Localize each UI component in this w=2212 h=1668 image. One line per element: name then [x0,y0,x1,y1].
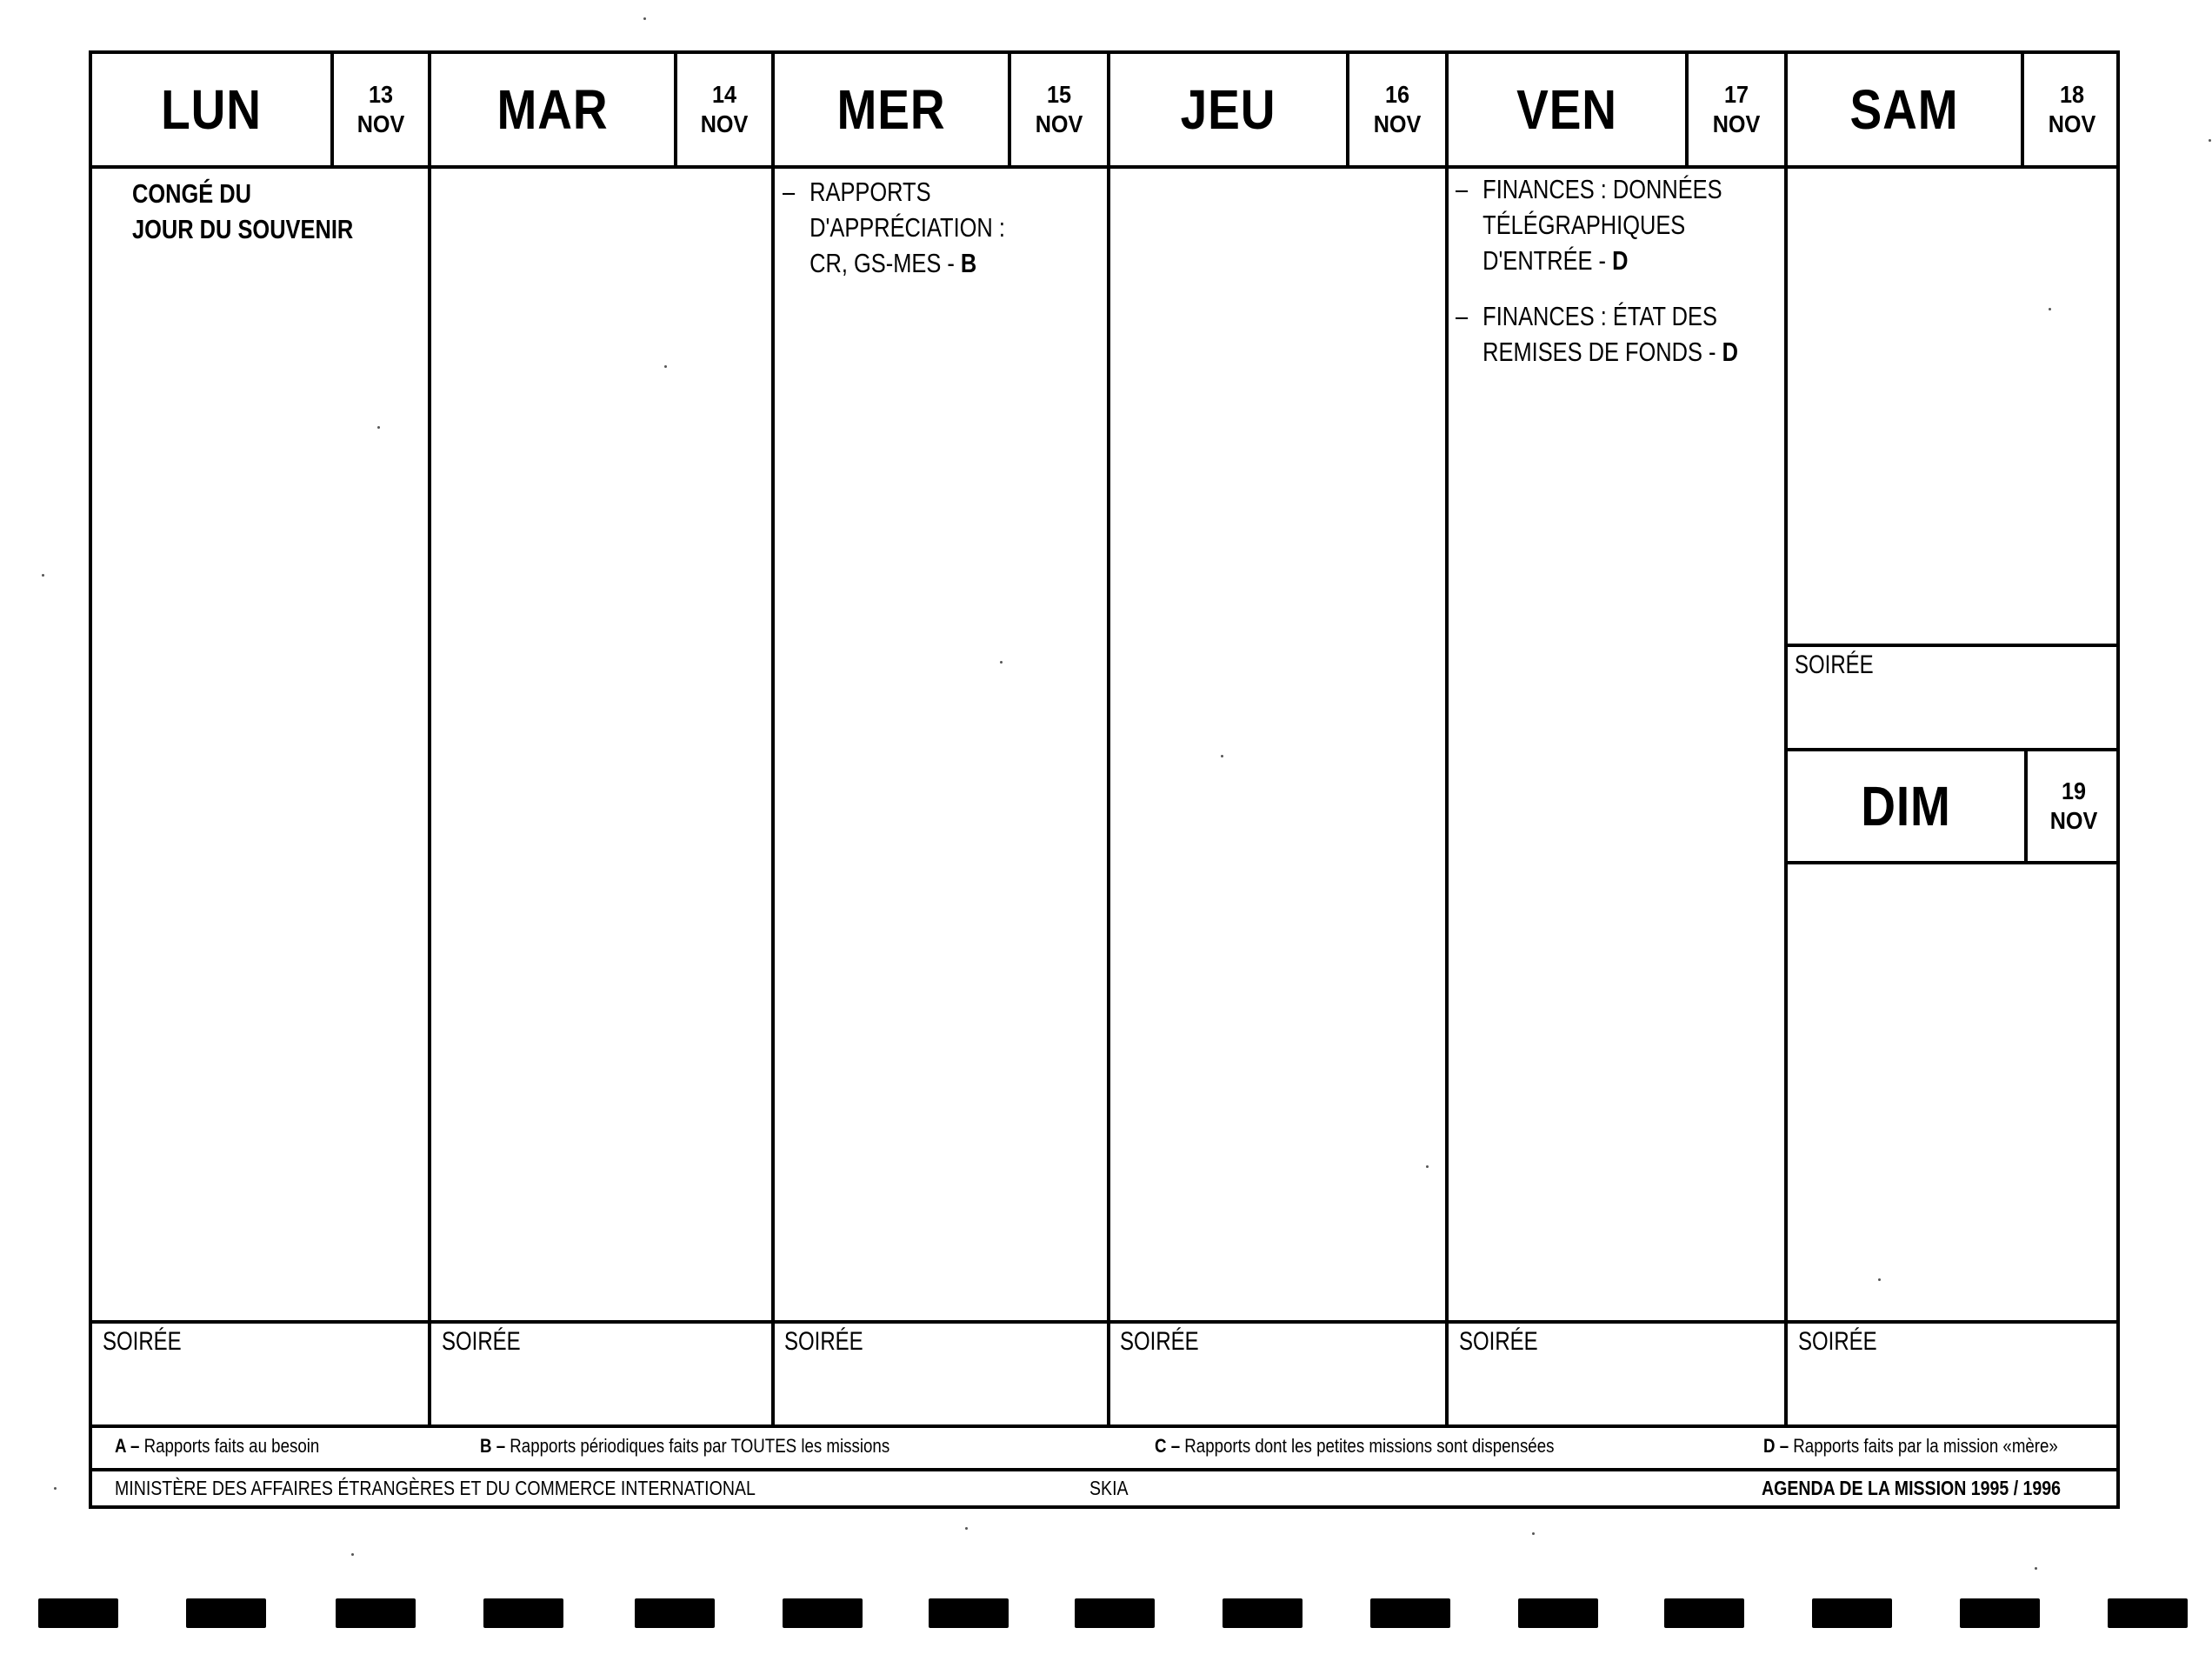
date-month: NOV [356,110,405,137]
column-divider [1784,50,1788,1428]
scan-speck [1426,1165,1429,1168]
column-divider [1445,50,1449,1428]
sam-soiree-divider [1784,644,2120,647]
perforation-mark [1812,1598,1892,1628]
perforation-mark [1664,1598,1744,1628]
legend-key: A [115,1435,126,1457]
soiree-label-dim: SOIRÉE [1798,1327,1877,1356]
legend-sep: – [1775,1435,1794,1457]
report-code: D [1612,245,1629,276]
legend-sep: – [1166,1435,1185,1457]
perforation-mark [1223,1598,1303,1628]
datebox-divider [674,50,677,167]
day-name-jeu: JEU [1180,78,1276,141]
legend-d [1763,1435,2058,1458]
scan-speck [1221,755,1223,757]
entry-line: REMISES DE FONDS - [1482,337,1722,367]
date-box-sam [2029,54,2115,165]
datebox-divider [1685,50,1689,167]
column-divider [771,50,775,1428]
footer-code: SKIA [1089,1477,1129,1499]
entry-mer-rapports [783,174,1005,281]
date-day: 13 [368,81,394,108]
legend-text: Rapports périodiques faits par TOUTES les missions [510,1435,890,1457]
perforation-mark [336,1598,416,1628]
date-month: NOV [2049,807,2098,834]
date-month: NOV [1035,110,1083,137]
legend-text: Rapports faits au besoin [143,1435,320,1457]
date-box-jeu [1355,54,1441,165]
entry-line: CR, GS-MES - [810,248,961,278]
date-box-lun [338,54,423,165]
footer-agenda: AGENDA DE LA MISSION 1995 / 1996 [1762,1477,2062,1499]
date-day: 17 [1723,81,1749,108]
soiree-label-mer: SOIRÉE [784,1327,863,1356]
entry-line: D'ENTRÉE - [1482,245,1613,276]
perforation-mark [929,1598,1009,1628]
entry-line: D'APPRÉCIATION : [810,212,1005,243]
scan-speck [965,1527,968,1530]
scan-speck [1532,1532,1535,1535]
day-name-lun: LUN [161,78,262,141]
legend-b [480,1435,889,1458]
datebox-divider [330,50,334,167]
footer-row-divider [89,1468,2120,1471]
date-day: 16 [1384,81,1410,108]
column-divider [1107,50,1110,1428]
soiree-row-divider [89,1320,2120,1324]
perforation-mark [1960,1598,2040,1628]
legend-a [115,1435,319,1458]
legend-key: D [1763,1435,1776,1457]
legend-c [1155,1435,1554,1458]
datebox-divider [2024,748,2028,863]
date-month: NOV [2048,110,2096,137]
scan-speck [2035,1567,2037,1570]
report-code: D [1722,337,1738,367]
soiree-label-jeu: SOIRÉE [1120,1327,1199,1356]
legend-text: Rapports dont les petites missions sont dispensées [1184,1435,1555,1457]
scan-speck [42,574,44,577]
perforation-mark [483,1598,563,1628]
date-day: 14 [711,81,737,108]
datebox-divider [1346,50,1349,167]
scan-speck [351,1553,354,1556]
datebox-divider [2021,50,2024,167]
scan-speck [1878,1278,1881,1281]
date-box-dim [2032,751,2115,861]
scan-speck [664,365,667,368]
day-name-ven: VEN [1516,78,1617,141]
date-month: NOV [1712,110,1761,137]
legend-row-divider [89,1424,2120,1428]
day-name-mar: MAR [496,78,609,141]
date-box-mar [682,54,766,165]
perforation-mark [635,1598,715,1628]
soiree-label-mar: SOIRÉE [442,1327,521,1356]
datebox-divider [1008,50,1011,167]
report-code: B [960,248,977,278]
day-name-dim: DIM [1861,775,1951,837]
perforation-mark [186,1598,266,1628]
date-month: NOV [1373,110,1422,137]
scan-speck [54,1487,57,1490]
entry-line: TÉLÉGRAPHIQUES [1482,210,1686,240]
soiree-label-ven: SOIRÉE [1459,1327,1538,1356]
entry-lun-conge [132,176,353,247]
date-day: 15 [1046,81,1072,108]
scan-speck [1000,661,1003,664]
legend-text: Rapports faits par la mission «mère» [1793,1435,2058,1457]
header-divider [89,165,2120,169]
dash-bullet: – [1456,174,1469,204]
perforation-mark [1370,1598,1450,1628]
legend-sep: – [491,1435,510,1457]
column-divider [428,50,431,1428]
perforation-mark [783,1598,863,1628]
dash-bullet: – [783,177,796,207]
entry-ven-finances-2 [1456,298,1738,370]
entry-line: FINANCES : DONNÉES [1482,174,1722,204]
scan-speck [643,17,646,20]
entry-line: RAPPORTS [810,177,931,207]
perforation-mark [38,1598,118,1628]
dim-header-divider [1784,861,2120,864]
scan-speck [2209,139,2211,142]
perforation-mark [1518,1598,1598,1628]
date-month: NOV [700,110,749,137]
day-name-sam: SAM [1849,78,1959,141]
soiree-label-sam: SOIRÉE [1795,651,1874,679]
scan-speck [377,426,380,429]
scan-speck [2049,308,2051,310]
legend-key: B [480,1435,492,1457]
soiree-label-lun: SOIRÉE [103,1327,182,1356]
legend-sep: – [125,1435,144,1457]
footer-ministry: MINISTÈRE DES AFFAIRES ÉTRANGÈRES ET DU COMMERCE INTERNATIONAL [115,1477,756,1499]
legend-key: C [1155,1435,1167,1457]
dash-bullet: – [1456,301,1469,331]
date-day: 18 [2059,81,2085,108]
perforation-mark [1075,1598,1155,1628]
day-name-mer: MER [836,78,946,141]
date-box-ven [1694,54,1780,165]
entry-line: JOUR DU SOUVENIR [132,214,354,244]
date-day: 19 [2061,777,2087,804]
date-box-mer [1016,54,1103,165]
perforation-mark [2108,1598,2188,1628]
entry-ven-finances-1 [1456,171,1722,278]
entry-line: CONGÉ DU [132,178,252,209]
entry-line: FINANCES : ÉTAT DES [1482,301,1717,331]
